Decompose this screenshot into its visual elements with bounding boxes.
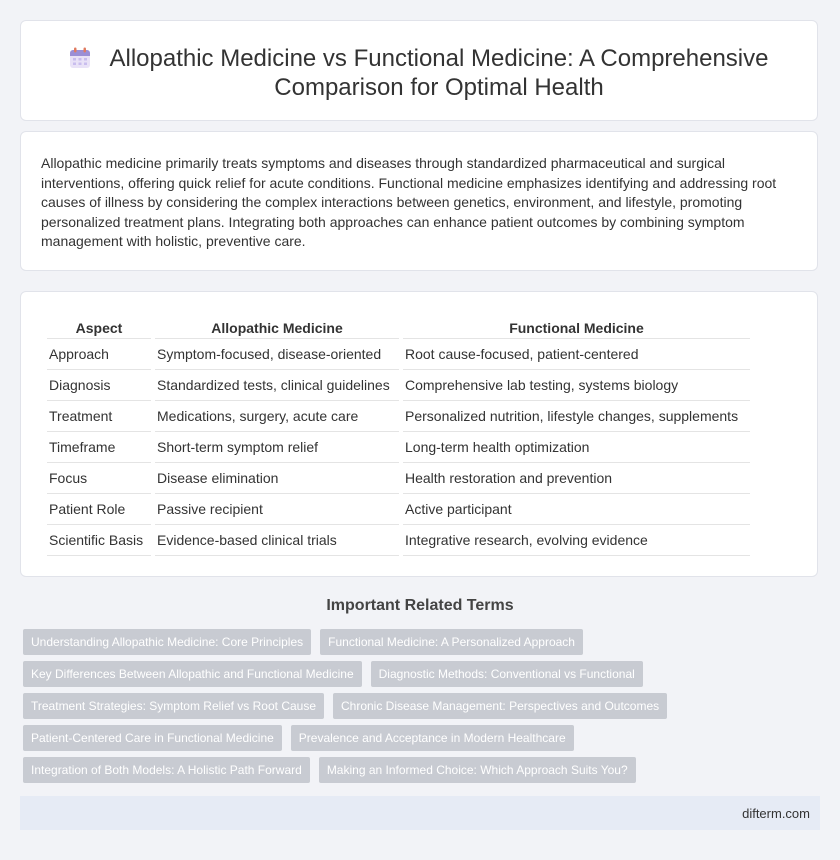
table-cell: Active participant (403, 494, 750, 525)
tag-row (23, 629, 823, 655)
related-terms-title: Important Related Terms (326, 597, 514, 614)
related-term-tag[interactable]: Treatment Strategies: Symptom Relief vs Root Cause (23, 693, 324, 719)
table-cell: Short-term symptom relief (155, 432, 399, 463)
related-term-tag[interactable]: Key Differences Between Allopathic and Functional Medicine (23, 661, 362, 687)
table-cell: Patient Role (47, 494, 151, 525)
table-row (47, 370, 750, 401)
table-cell: Scientific Basis (47, 525, 151, 556)
footer (20, 796, 820, 830)
table-cell: Timeframe (47, 432, 151, 463)
table-row (47, 432, 750, 463)
column-header: Allopathic Medicine (155, 314, 399, 339)
table-cell: Approach (47, 339, 151, 370)
table-cell: Health restoration and prevention (403, 463, 750, 494)
comparison-card (20, 291, 818, 577)
table-cell: Comprehensive lab testing, systems biology (403, 370, 750, 401)
tag-row (23, 661, 823, 687)
table-cell: Diagnosis (47, 370, 151, 401)
related-term-tag[interactable]: Understanding Allopathic Medicine: Core Principles (23, 629, 311, 655)
table-cell: Root cause-focused, patient-centered (403, 339, 750, 370)
related-term-tag[interactable]: Functional Medicine: A Personalized Approach (320, 629, 583, 655)
table-row (47, 463, 750, 494)
table-cell: Integrative research, evolving evidence (403, 525, 750, 556)
related-term-tag[interactable]: Diagnostic Methods: Conventional vs Functional (371, 661, 643, 687)
table-cell: Long-term health optimization (403, 432, 750, 463)
header-card (20, 20, 818, 121)
related-term-tag[interactable]: Prevalence and Acceptance in Modern Healthcare (291, 725, 574, 751)
related-term-tag[interactable]: Making an Informed Choice: Which Approach Suits You? (319, 757, 636, 783)
footer-site-link[interactable]: difterm.com (742, 806, 810, 821)
table-cell: Passive recipient (155, 494, 399, 525)
related-term-tag[interactable]: Integration of Both Models: A Holistic Path Forward (23, 757, 310, 783)
intro-paragraph: Allopathic medicine primarily treats symptoms and diseases through standardized pharmaceutical and surgical interventions, offering quick relief for acute conditions. Functional medicine emphasizes identifying and addressing root causes of illness by considering the complex interactions between genetics, environment, and lifestyle, promoting personalized treatment plans. Integrating both approaches can enhance patient outcomes by combining symptom management with holistic, preventive care. (41, 155, 777, 250)
table-cell: Medications, surgery, acute care (155, 401, 399, 432)
related-term-tag[interactable]: Patient-Centered Care in Functional Medicine (23, 725, 282, 751)
table-cell: Standardized tests, clinical guidelines (155, 370, 399, 401)
table-row (47, 494, 750, 525)
table-cell: Evidence-based clinical trials (155, 525, 399, 556)
intro-card (20, 131, 818, 271)
column-header: Aspect (47, 314, 151, 339)
comparison-table (43, 314, 754, 556)
related-terms-list (23, 629, 823, 789)
table-cell: Symptom-focused, disease-oriented (155, 339, 399, 370)
table-row (47, 525, 750, 556)
tag-row (23, 757, 823, 783)
column-header: Functional Medicine (403, 314, 750, 339)
table-cell: Personalized nutrition, lifestyle changes, supplements (403, 401, 750, 432)
tag-row (23, 693, 823, 719)
table-cell: Disease elimination (155, 463, 399, 494)
table-header-row (47, 314, 750, 339)
page-title: Allopathic Medicine vs Functional Medicine: A Comprehensive Comparison for Optimal Health (109, 45, 769, 101)
table-row (47, 401, 750, 432)
table-cell: Treatment (47, 401, 151, 432)
related-term-tag[interactable]: Chronic Disease Management: Perspectives and Outcomes (333, 693, 667, 719)
tag-row (23, 725, 823, 751)
table-cell: Focus (47, 463, 151, 494)
table-row (47, 339, 750, 370)
